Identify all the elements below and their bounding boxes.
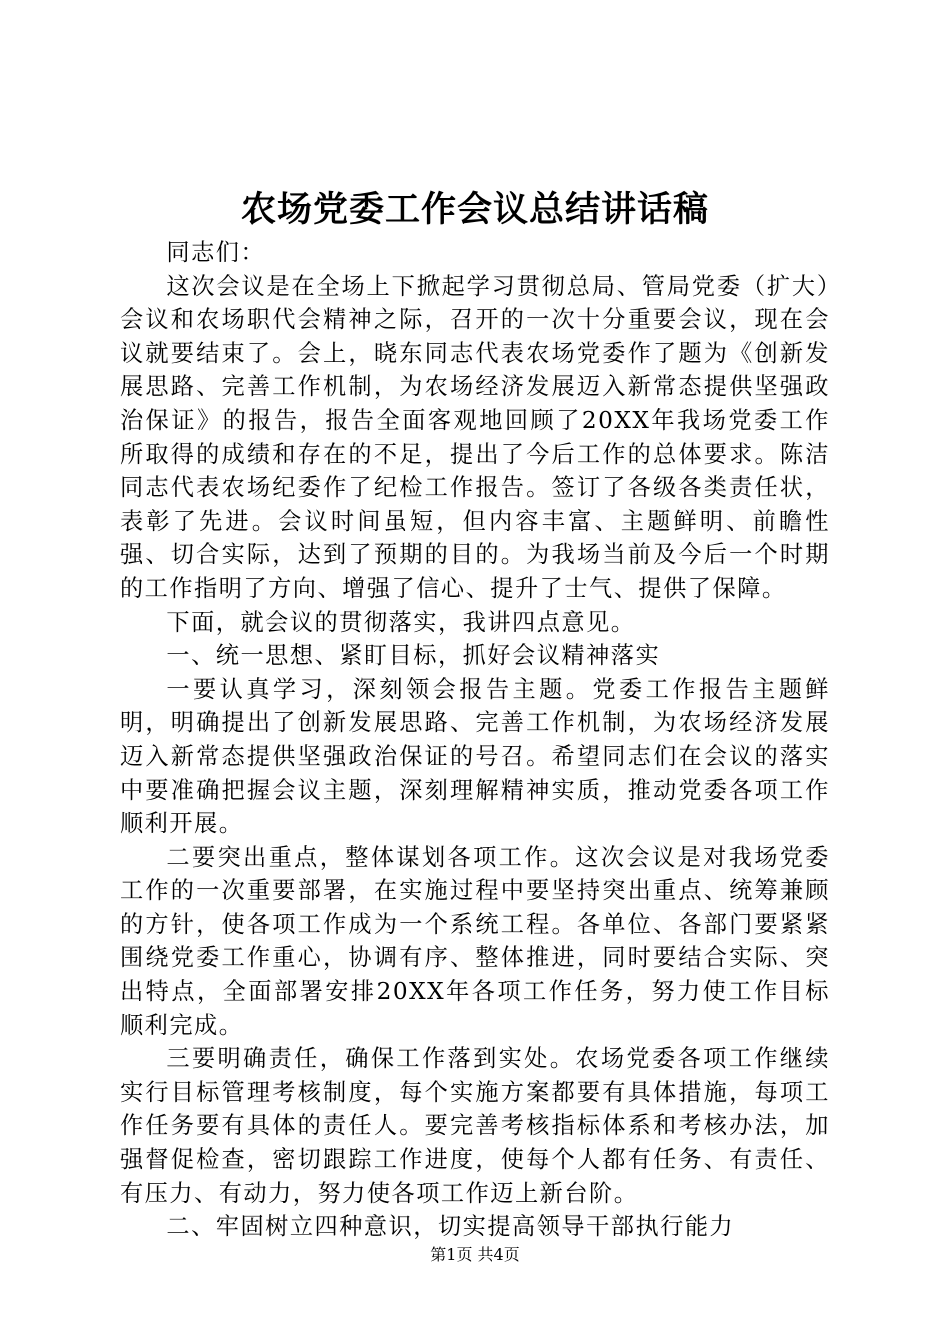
document-title: 农场党委工作会议总结讲话稿 bbox=[240, 189, 709, 230]
body-paragraph: 一要认真学习，深刻领会报告主题。党委工作报告主题鲜明，明确提出了创新发展思路、完善工作机制，为农场经济发展迈入新常态提供坚强政治保证的号召。希望同志们在会议的落实中要准确把握会议主题，深刻理解精神实质，推动党委各项工作顺利开展。 bbox=[120, 675, 830, 838]
section-heading: 二、牢固树立四种意识，切实提高领导干部执行能力 bbox=[166, 1213, 735, 1241]
page-footer: 第1页 共4页 bbox=[430, 1245, 520, 1264]
section-heading: 一、统一思想、紧盯目标，抓好会议精神落实 bbox=[166, 642, 661, 670]
body-paragraph: 二要突出重点，整体谋划各项工作。这次会议是对我场党委工作的一次重要部署，在实施过程中要坚持突出重点、统筹兼顾的方针，使各项工作成为一个系统工程。各单位、各部门要紧紧围绕党委工作重心，协调有序、整体推进，同时要结合实际、突出特点，全面部署安排20XX年各项工作任务，努力使工作目标顺利完成。 bbox=[120, 843, 830, 1039]
document-body bbox=[120, 236, 830, 1244]
body-paragraph: 这次会议是在全场上下掀起学习贯彻总局、管局党委（扩大）会议和农场职代会精神之际，召开的一次十分重要会议，现在会议就要结束了。会上，晓东同志代表农场党委作了题为《创新发展思路、完善工作机制，为农场经济发展迈入新常态提供坚强政治保证》的报告，报告全面客观地回顾了20XX年我场党委工作所取得的成绩和存在的不足，提出了今后工作的总体要求。陈洁同志代表农场纪委作了纪检工作报告。签订了各级各类责任状，表彰了先进。会议时间虽短，但内容丰富、主题鲜明、前瞻性强、切合实际，达到了预期的目的。为我场当前及今后一个时期的工作指明了方向、增强了信心、提升了士气、提供了保障。 bbox=[120, 272, 830, 602]
body-paragraph: 下面，就会议的贯彻落实，我讲四点意见。 bbox=[166, 608, 636, 636]
body-paragraph: 三要明确责任，确保工作落到实处。农场党委各项工作继续实行目标管理考核制度，每个实施方案都要有具体措施，每项工作任务要有具体的责任人。要完善考核指标体系和考核办法，加强督促检查，密切跟踪工作进度，使每个人都有任务、有责任、有压力、有动力，努力使各项工作迈上新台阶。 bbox=[120, 1045, 830, 1207]
salutation: 同志们： bbox=[166, 239, 266, 266]
